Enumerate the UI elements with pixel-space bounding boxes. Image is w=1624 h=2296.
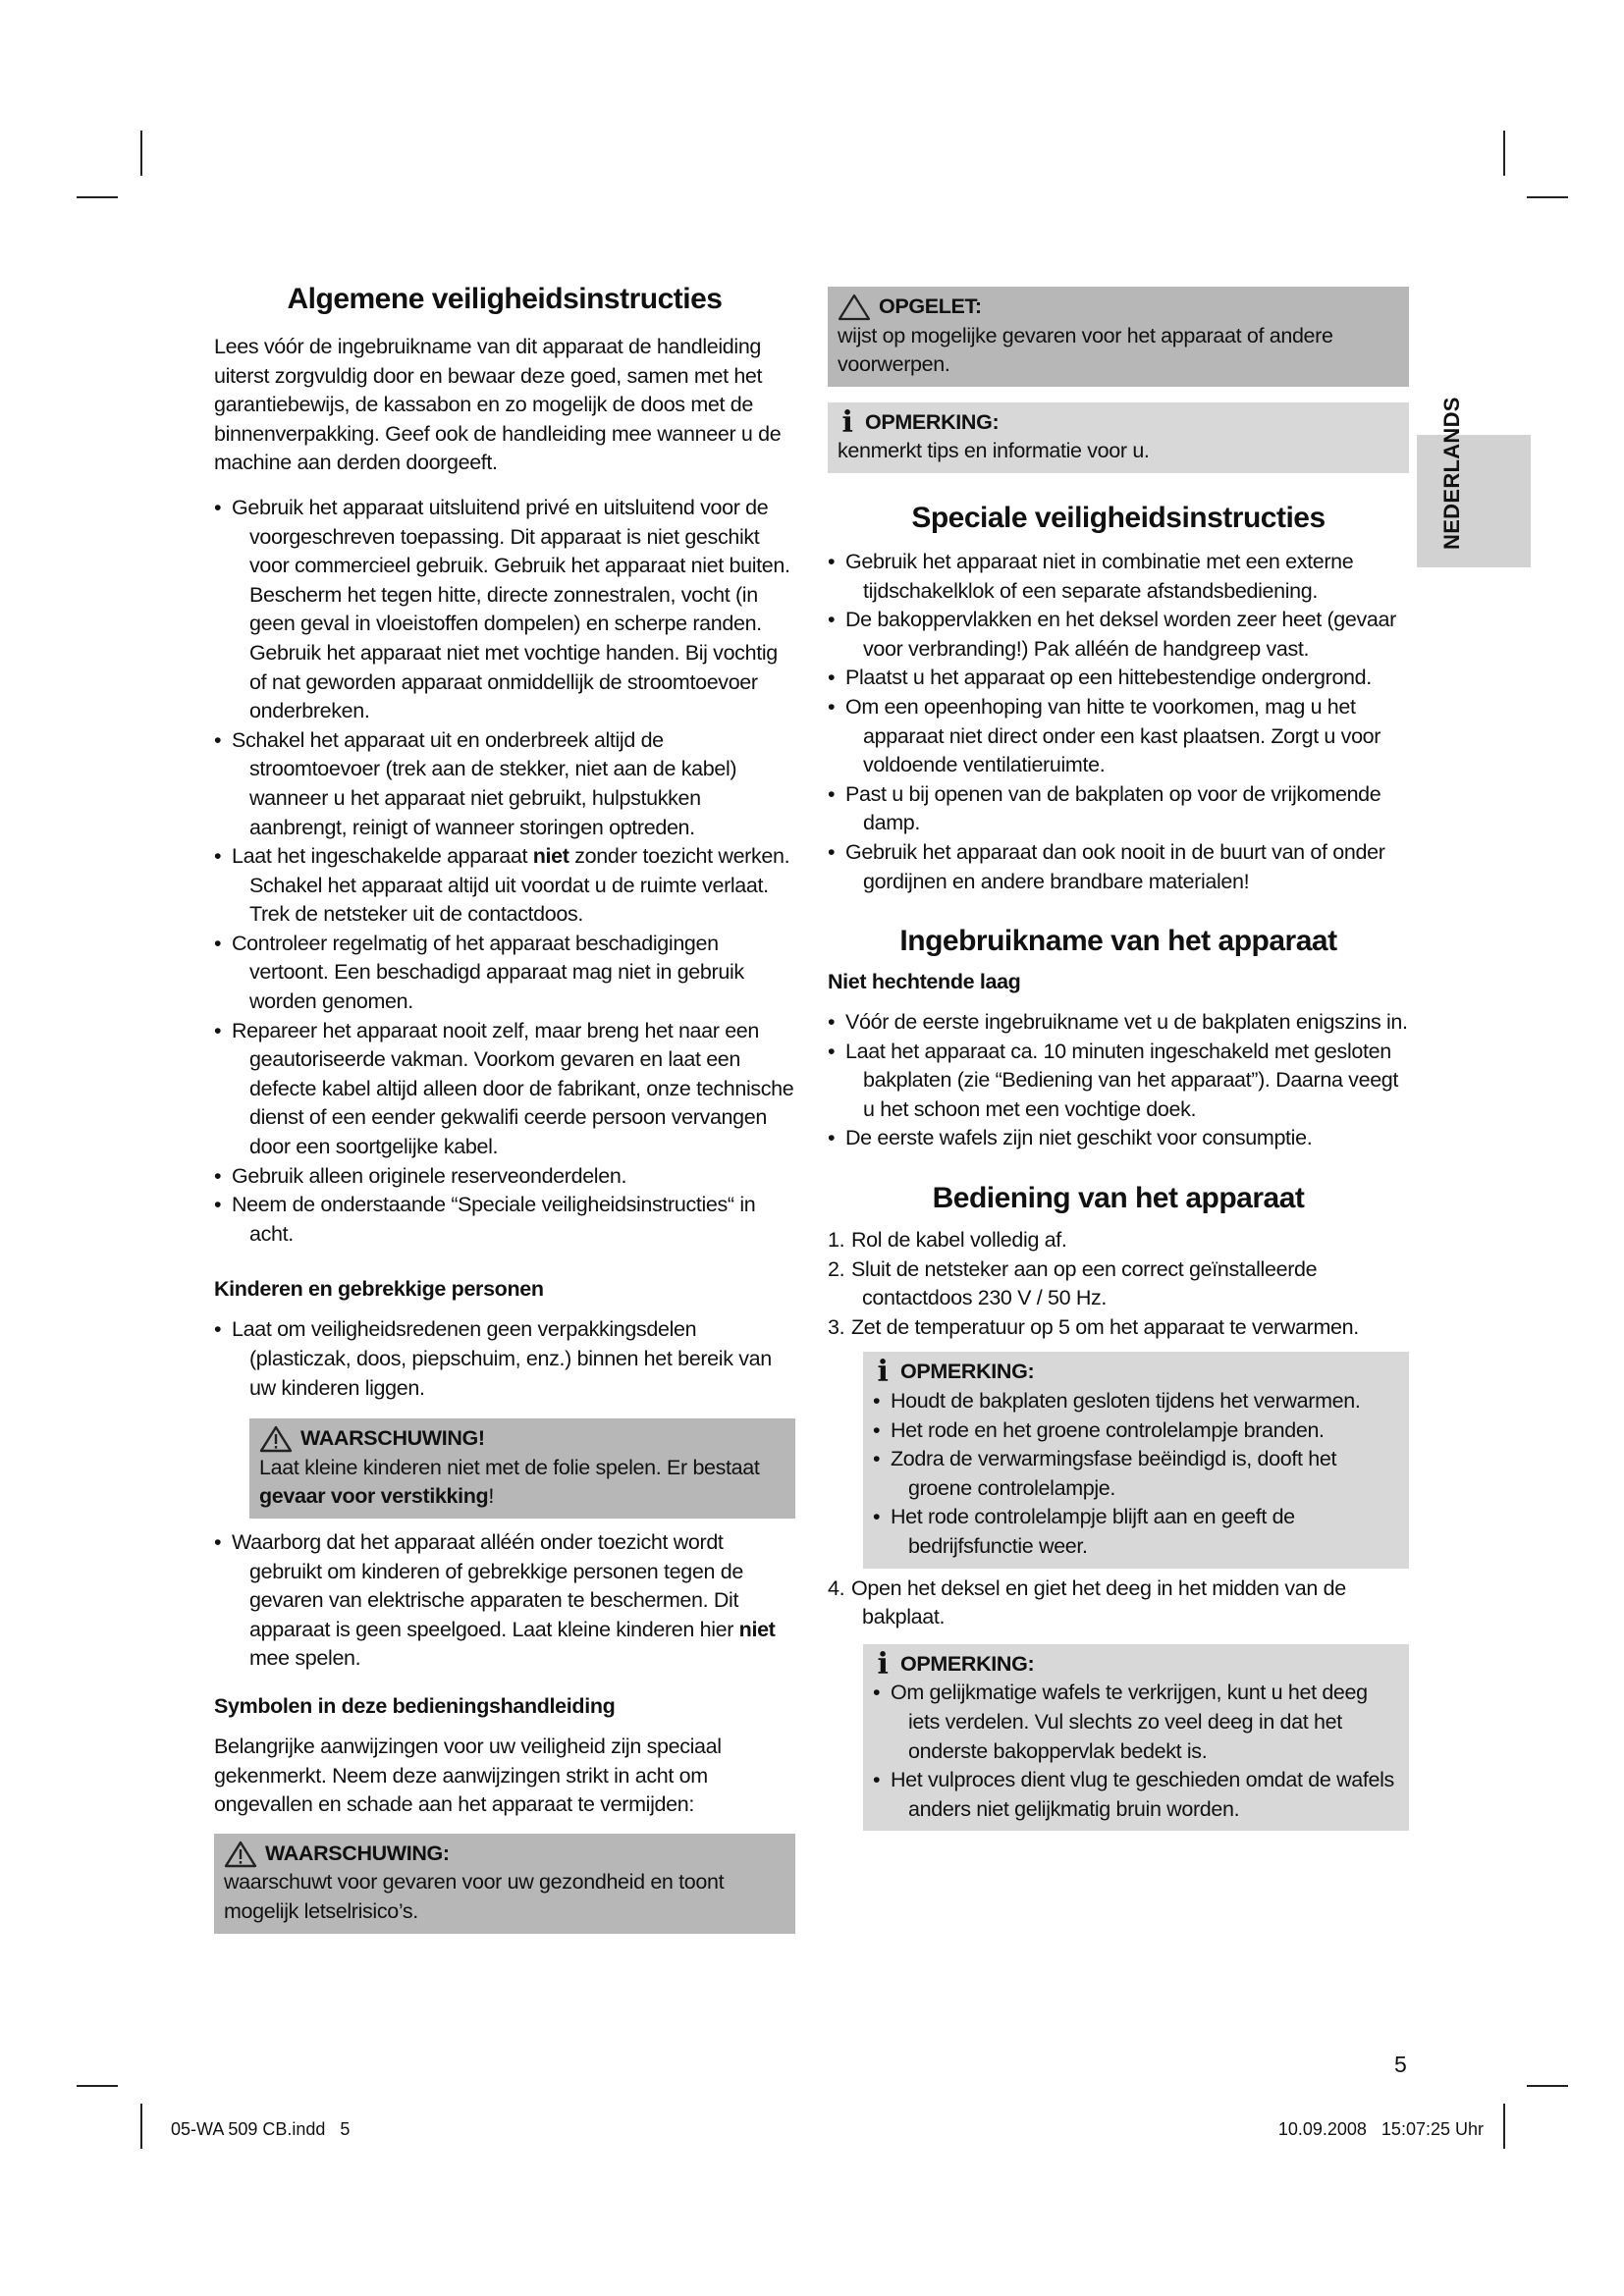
list-item: • Vóór de eerste ingebruikname vet u de bakplaten enigszins in. [828,1008,1409,1038]
caution-box [828,287,1409,387]
note-box-text: kenmerkt tips en informatie voor u. [838,439,1150,463]
note-box [828,402,1409,473]
general-safety-list [214,494,795,1249]
warning-box-suffocation [249,1418,795,1519]
warning-triangle-icon [259,1425,293,1453]
operation-steps [828,1226,1409,1342]
language-side-tab [1417,435,1531,567]
caution-box-title: OPGELET: [879,294,982,318]
info-icon: i [877,1646,889,1682]
note-heating-title: OPMERKING: [900,1360,1035,1384]
operation-steps-2 [828,1575,1409,1632]
list-item: • Gebruik het apparaat niet in combinatie met een externe tijdschakelklok of een separate afstandsbediening. [828,548,1409,606]
warning-box-text: Laat kleine kinderen niet met de folie spelen. Er bestaat gevaar voor verstikking! [259,1455,760,1509]
list-item: • Zodra de verwarmingsfase beëindigd is, dooft het groene controlelampje. [873,1445,1399,1503]
list-item: • Het rode controlelampje blijft aan en geeft de bedrijfsfunctie weer. [873,1503,1399,1561]
list-item: • Om gelijkmatige wafels te verkrijgen, kunt u het deeg iets verdelen. Vul slechts zo veel deeg in dat het onderste bakoppervlak bedekt is. [873,1679,1399,1766]
special-safety-title: Speciale veiligheidsinstructies [911,501,1326,534]
list-item: • Neem de onderstaande “Speciale veiligheidsinstructies“ in acht. [214,1191,795,1249]
startup-subheading: Niet hechtende laag [828,970,1021,994]
list-item: • Gebruik alleen originele reserveonderdelen. [214,1162,795,1192]
crop-mark-top-right-h [1527,196,1568,198]
caution-box-text: wijst op mogelijke gevaren voor het apparaat of andere voorwerpen. [838,323,1333,377]
note-box-heating [863,1352,1409,1568]
crop-mark-bottom-right-v [1503,2104,1505,2149]
info-icon: i [841,404,853,440]
info-icon: i [877,1355,889,1390]
list-item: • Repareer het apparaat nooit zelf, maar breng het naar een geautoriseerde vakman. Voorkom gevaren en laat een defecte kabel altijd alleen door de fabrikant, onze technische dienst of een eender gekwalifi ceerde persoon vervangen door een soortgelijke kabel. [214,1017,795,1162]
footer-file-name: 05-WA 509 CB.indd 5 [171,2119,351,2139]
note-heating-list [873,1387,1399,1562]
step-item: 4. Open het deksel en giet het deeg in het midden van de bakplaat. [828,1575,1346,1629]
children-list-2 [214,1528,795,1674]
crop-mark-top-left-h [77,196,118,198]
note-filling-list [873,1679,1399,1824]
crop-mark-top-left-v [140,131,142,176]
list-item: • Houdt de bakplaten gesloten tijdens het verwarmen. [873,1387,1399,1416]
warning-symbol-text: waarschuwt voor gevaren voor uw gezondheid en toont mogelijk letselrisico’s. [224,1870,725,1923]
general-safety-title: Algemene veiligheidsinstructies [287,283,723,315]
warning-box-title: WAARSCHUWING! [300,1426,485,1451]
list-item: • Het vulproces dient vlug te geschieden omdat de wafels anders niet gelijkmatig bruin worden. [873,1766,1399,1824]
startup-list [828,1008,1409,1153]
step-item: 2. Sluit de netsteker aan op een correct geïnstalleerde contactdoos 230 V / 50 Hz. [828,1256,1318,1310]
list-item: • Past u bij openen van de bakplaten op voor de vrijkomende damp. [828,780,1409,838]
crop-mark-top-right-v [1503,131,1505,176]
symbols-heading: Symbolen in deze bedieningshandleiding [214,1693,616,1718]
footer-datetime: 10.09.2008 15:07:25 Uhr [1277,2119,1484,2139]
special-safety-list [828,548,1409,896]
step-item: 1. Rol de kabel volledig af. [828,1228,1067,1253]
list-item: • Laat om veiligheidsredenen geen verpakkingsdelen (plasticzak, doos, piepschuim, enz.) binnen het bereik van uw kinderen liggen. [214,1315,795,1403]
list-item: • Controleer regelmatig of het apparaat beschadigingen vertoont. Een beschadigd apparaat mag niet in gebruik worden genomen. [214,930,795,1017]
symbols-paragraph: Belangrijke aanwijzingen voor uw veiligheid zijn speciaal gekenmerkt. Neem deze aanwijzingen strikt in acht om ongevallen en schade aan het apparaat te vermijden: [214,1734,722,1817]
right-column [828,287,1409,1831]
startup-title: Ingebruikname van het apparaat [899,925,1337,958]
children-heading: Kinderen en gebrekkige personen [214,1277,544,1302]
list-item: • Waarborg dat het apparaat alléén onder toezicht wordt gebruikt om kinderen of gebrekkige personen tegen de gevaren van elektrische apparaten te beschermen. Dit apparaat is geen speelgoed. Laat kleine kinderen hier niet mee spelen. [214,1528,795,1674]
step-item: 3. Zet de temperatuur op 5 om het apparaat te verwarmen. [828,1314,1359,1339]
note-box-filling [863,1644,1409,1832]
warning-symbol-title: WAARSCHUWING: [265,1841,450,1865]
operation-title: Bediening van het apparaat [932,1182,1305,1215]
language-side-label: NEDERLANDS [1439,397,1464,550]
warning-triangle-icon [224,1841,257,1868]
list-item: • De eerste wafels zijn niet geschikt voor consumptie. [828,1124,1409,1153]
children-list [214,1315,795,1403]
list-item: • Plaatst u het apparaat op een hittebestendige ondergrond. [828,664,1409,693]
note-filling-title: OPMERKING: [900,1651,1035,1676]
page-number: 5 [1394,2052,1407,2077]
list-item: • Schakel het apparaat uit en onderbreek altijd de stroomtoevoer (trek aan de stekker, niet aan de kabel) wanneer u het apparaat niet gebruikt, hulpstukken aanbrengt, reinigt of wanneer storingen optreden. [214,726,795,842]
warning-symbol-box [214,1834,795,1934]
intro-paragraph: Lees vóór de ingebruikname van dit apparaat de handleiding uiterst zorgvuldig door en bewaar deze goed, samen met het garantiebewijs, de kassabon en zo mogelijk de doos met de binnenverpakking. Geef ook de handleiding mee wanneer u de machine aan derden doorgeeft. [214,335,782,475]
list-item: • De bakoppervlakken en het deksel worden zeer heet (gevaar voor verbranding!) Pak alléén de handgreep vast. [828,606,1409,664]
caution-triangle-icon [838,294,871,321]
list-item: • Het rode en het groene controlelampje branden. [873,1416,1399,1446]
list-item: • Gebruik het apparaat dan ook nooit in de buurt van of onder gordijnen en andere brandbare materialen! [828,838,1409,896]
crop-mark-bottom-left-v [140,2104,142,2149]
crop-mark-bottom-left-h [77,2085,118,2087]
list-item: • Gebruik het apparaat uitsluitend privé en uitsluitend voor de voorgeschreven toepassing. Dit apparaat is niet geschikt voor commercieel gebruik. Gebruik het apparaat niet buiten. Bescherm het tegen hitte, directe zonnestralen, vocht (in geen geval in vloeistoffen dompelen) en scherpe randen. Gebruik het apparaat niet met vochtige handen. Bij vochtig of nat geworden apparaat onmiddellijk de stroomtoevoer onderbreken. [214,494,795,726]
list-item: • Laat het ingeschakelde apparaat niet zonder toezicht werken. Schakel het apparaat altijd uit voordat u de ruimte verlaat. Trek de netsteker uit de contactdoos. [214,842,795,930]
list-item: • Laat het apparaat ca. 10 minuten ingeschakeld met gesloten bakplaten (zie “Bediening van het apparaat”). Daarna veegt u het schoon met een vochtige doek. [828,1038,1409,1125]
note-box-title: OPMERKING: [865,409,1000,434]
list-item: • Om een opeenhoping van hitte te voorkomen, mag u het apparaat niet direct onder een kast plaatsen. Zorgt u voor voldoende ventilatieruimte. [828,693,1409,780]
left-column [214,280,795,1934]
crop-mark-bottom-right-h [1527,2085,1568,2087]
